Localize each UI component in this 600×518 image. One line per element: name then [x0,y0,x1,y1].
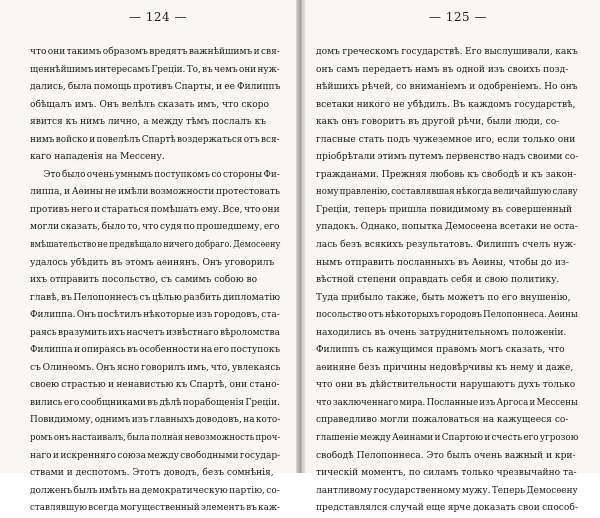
text-line: щеннѣйшимъ интересамъ Греціи. То, въ чемъ они нуж- [30,64,280,75]
book-gutter [296,0,306,473]
text-line: тическій моментъ, по силамъ только чрезвычайно та- [316,468,577,479]
text-line: упадокъ. Однако, попытка Демосѳена всетаки не оста- [316,222,578,233]
text-line: посольство отъ нѣкоторыхъ городовъ Пелопоннеса. Аѳины [316,310,578,321]
text-line: Филиппа. Онъ посѣтилъ нѣкоторые изъ городовъ, ста- [30,310,280,321]
text-line: лась безъ всякихъ результатовъ. Филиппъ счелъ нуж- [316,240,577,251]
text-line: что они въ дѣйствительности нарушаютъ духъ только [316,380,576,391]
text-line: что заключеннаго мира. Посланные изъ Аргоса и Мессены [316,397,578,408]
left-page [0,0,296,514]
text-line: ному правленію, составлявшая нѣкогда величайшую славу [316,187,578,198]
text-line: свободѣ Пелопоннеса. Это былъ очень важный и кри- [316,450,576,461]
page-body [316,44,578,518]
right-page [306,0,600,514]
text-line: противъ него и стараться помѣшать ему. Все, что они [30,204,280,215]
text-line: нымъ отправить посланныхъ въ Аѳины, чтобы до из- [316,257,569,268]
text-line: долженъ былъ имѣть на демократическую партію, со- [30,485,280,496]
text-line: съ Олинѳомъ. Онъ ясно говорилъ имъ, что, увлекаясь [30,362,281,373]
text-line: находились въ очень затруднительномъ положеніи. [316,327,567,338]
text-line: аѳиняне безъ причины недовѣрчивы къ нему и даже, [316,362,574,373]
text-line: Это было очень умнымъ поступкомъ со стороны Фи- [43,169,280,180]
text-line: обѣщалъ имъ. Онъ велѣлъ сказать имъ, что скоро [30,99,269,110]
text-line: ихъ отправить посольство, съ самимъ собою во [30,275,258,286]
text-line: главѣ, въ Пелопоннесъ съ цѣлью разбить дипломатію [30,292,281,303]
text-line: ромъ онъ настаивалъ, была полная невозможность проч- [30,433,281,444]
text-line: Филиппъ съ кажущимся правомъ могъ сказать, что [316,345,565,356]
text-line: гласные стать подъ чужеземное иго, если только они [316,134,576,145]
text-line: всетаки никого не убѣдилъ. Въ каждомъ государствѣ, [316,99,576,110]
text-line: ствами и деспотомъ. Этотъ доводъ, безъ сомнѣнія, [30,468,274,479]
text-line: раясь вразумить ихъ насчетъ извѣстнаго вѣроломства [30,327,280,338]
text-line: Туда прибыло также, быть можетъ по его внушенію, [316,292,571,303]
text-line: вмѣшательство не предвѣщало ничего добраго. Демосѳену [30,240,281,251]
text-line: явится къ нимъ лично, а между тѣмъ послалъ къ [30,117,267,128]
page-number: — 124 — [128,10,188,24]
text-line: дались, была помощь противъ Спарты, и ее Филиппъ [30,82,281,93]
text-line: каго нападенія на Мессену. [30,152,165,163]
text-line: ставлявшую всегда могущественный элементъ въ каж- [30,503,280,514]
text-line: Греціи, теперь пришла повидимому въ совершенный [316,204,573,215]
text-line: глашеніе между Аѳинами и Спартою и счесть его угрозою [316,433,579,444]
page-body [30,44,280,518]
text-line: своею страстью и ненавистью къ Спартѣ, они стано- [30,380,280,391]
text-line: наго и искренняго союза между свободными государ- [30,450,281,461]
page-number: — 125 — [428,10,488,24]
text-line: Филиппа и опираясь въ особенности на его поступокъ [30,345,281,356]
text-line: пріобрѣтали этимъ путемъ первенство надъ своими со- [316,152,579,163]
text-line: липпа, и Аѳины не имѣли возможности протестовать [30,187,280,198]
text-line: нѣйшихъ рѣчей, со вниманіемъ и одобреніемъ. Но онъ [316,82,578,93]
text-line: гражданами. Прежняя любовь къ свободѣ и къ закон- [316,169,577,180]
text-line: что они такимъ образомъ вредятъ важнѣйшимъ и свя- [30,47,280,57]
text-line: нимъ войско и повелѣлъ Спартѣ воздержаться отъ вся- [30,134,280,145]
text-line: Повидимому, однимъ изъ главныхъ доводовъ, на кото- [30,415,281,426]
text-line: могли сказать, было то, что судя по прошедшему, его [30,222,280,233]
text-line: вѣстной степени оправдать себя и свою политику. [316,275,560,286]
text-line: вились его сообщниками въ дѣлѣ порабощенія Греціи. [30,397,280,408]
text-line: справедливо могли пожаловаться на кажущееся со- [316,415,569,426]
text-line: домъ греческомъ государствѣ. Его выслушивали, какъ [316,47,578,57]
text-line: какъ онъ говоритъ въ другой рѣчи, были люди, со- [316,117,560,128]
text-line: онъ самъ передаетъ намъ въ одной изъ своихъ позд- [316,64,569,75]
text-line: удалось убѣдить въ этомъ аѳинянъ. Онъ уговорилъ [30,257,275,268]
text-line: представлялся случай еще ярче доказать свои способ- [316,503,578,514]
text-line: лантливому государственному мужу. Теперь Демосѳену [316,485,578,496]
